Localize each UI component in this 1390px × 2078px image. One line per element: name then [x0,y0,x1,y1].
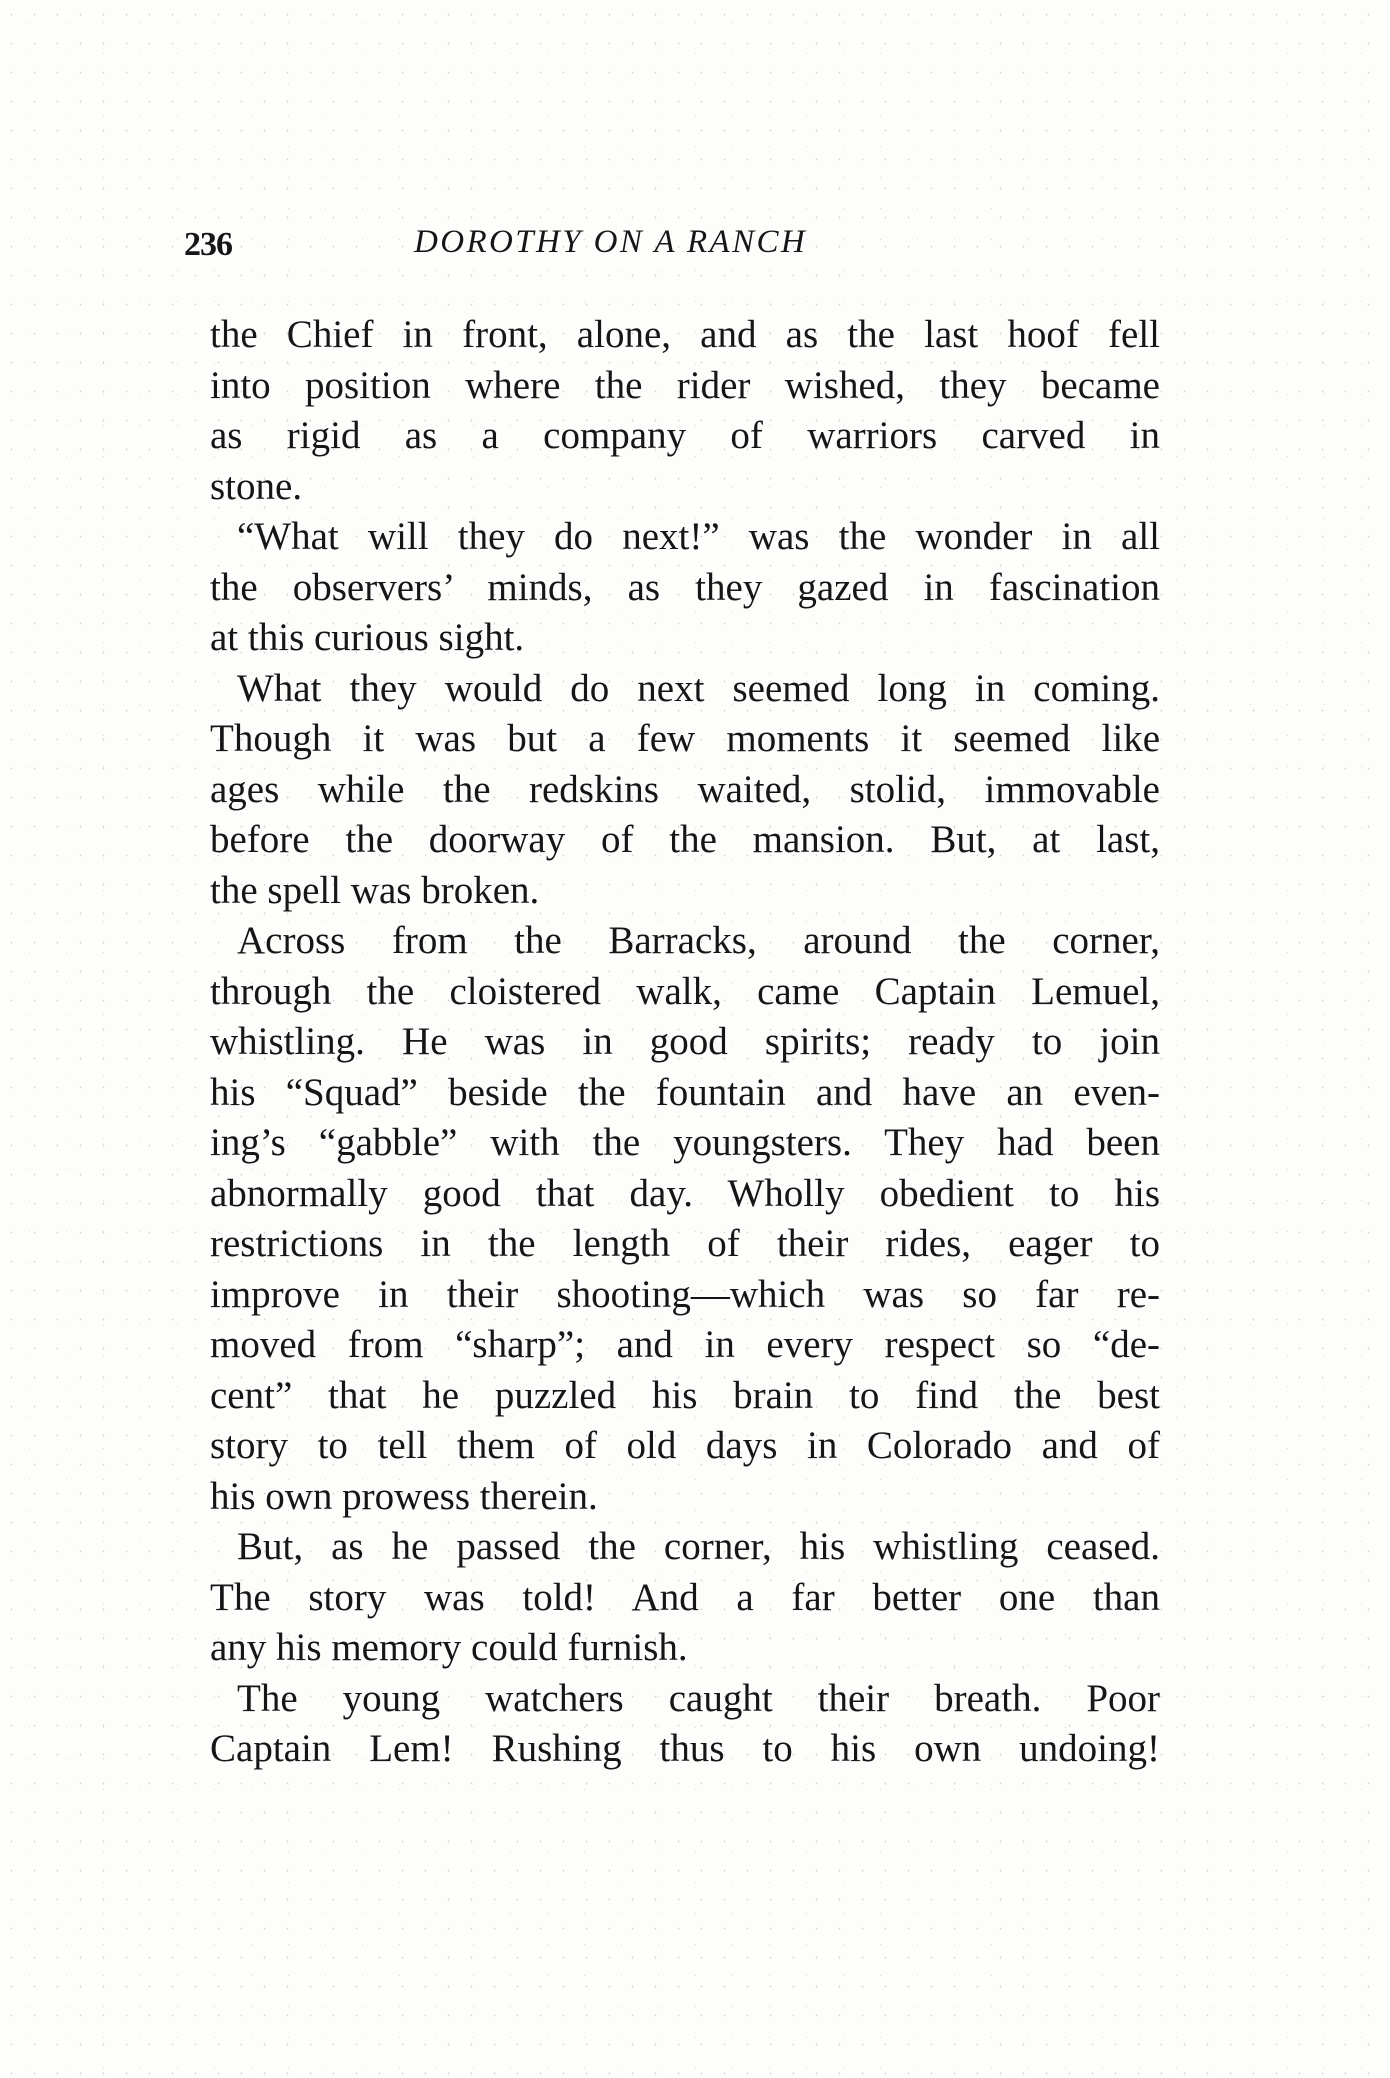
text-line: his own prowess therein. [210,1474,598,1518]
text-line: The story was told! And a far better one than [210,1575,1160,1619]
text-line: But, as he passed the corner, his whistling ceased. [237,1525,1160,1568]
text-line: cent” that he puzzled his brain to find the best [210,1373,1160,1417]
text-line: improve in their shooting—which was so far re- [210,1272,1160,1316]
running-title: DOROTHY ON A RANCH [414,224,808,260]
text-line: “What will they do next!” was the wonder in all [237,515,1160,558]
text-line: The young watchers caught their breath. Poor [237,1676,1160,1720]
text-line: moved from “sharp”; and in every respect so “de- [210,1323,1160,1366]
text-line: What they would do next seemed long in coming. [237,666,1160,710]
text-line: Across from the Barracks, around the corner, [237,919,1160,962]
text-line: abnormally good that day. Wholly obedient to his [210,1171,1160,1215]
text-line: story to tell them of old days in Colorado and of [210,1424,1160,1467]
text-line: his “Squad” beside the fountain and have an even- [210,1070,1160,1114]
text-line: at this curious sight. [210,616,525,659]
text-line: any his memory could furnish. [210,1626,688,1669]
text-line: as rigid as a company of warriors carved in [210,414,1160,457]
text-line: Captain Lem! Rushing thus to his own undoing! [210,1727,1160,1770]
text-line: the observers’ minds, as they gazed in fascination [210,565,1160,609]
text-line: restrictions in the length of their rides, eager to [210,1222,1160,1265]
text-line: ing’s “gabble” with the youngsters. They had been [210,1121,1160,1164]
text-line: before the doorway of the mansion. But, at last, [210,818,1160,861]
text-line: stone. [210,464,303,508]
text-line: into position where the rider wished, they became [210,363,1160,407]
text-line: whistling. He was in good spirits; ready to join [210,1020,1160,1063]
text-line: the Chief in front, alone, and as the last hoof fell [210,313,1160,356]
text-line: the spell was broken. [210,868,540,912]
text-line: through the cloistered walk, came Captain Lemuel, [210,969,1160,1013]
text-line: ages while the redskins waited, stolid, immovable [210,767,1160,811]
page-number: 236 [184,226,232,263]
text-line: Though it was but a few moments it seemed like [210,717,1160,760]
body-text [210,310,1160,1775]
